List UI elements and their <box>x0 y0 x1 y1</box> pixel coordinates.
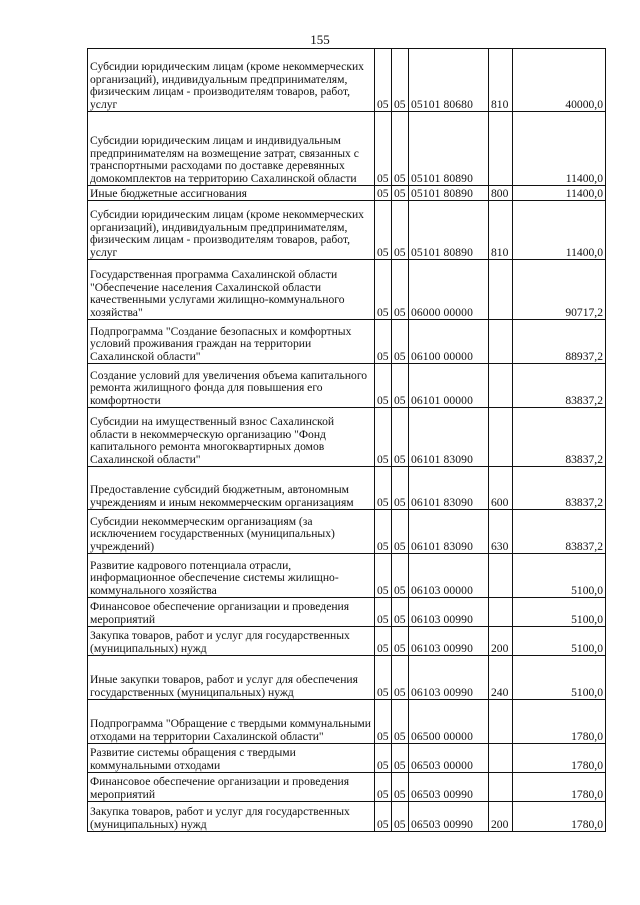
amount: 5100,0 <box>513 656 606 700</box>
amount: 1780,0 <box>513 802 606 832</box>
item-name: Субсидии на имущественный взнос Сахалинской области в некоммерческую организацию "Фонд капитального ремонта многоквартирных домов Сахалинской области" <box>88 408 375 467</box>
table-row <box>88 201 606 260</box>
budget-table <box>87 48 606 832</box>
target-article-code: 06101 83090 <box>409 510 489 554</box>
subsection-code: 05 <box>392 260 409 320</box>
target-article-code: 06000 00000 <box>409 260 489 320</box>
expense-type-code: 600 <box>489 467 513 510</box>
expense-type-code <box>489 700 513 744</box>
amount: 90717,2 <box>513 260 606 320</box>
section-code: 05 <box>375 802 392 832</box>
subsection-code: 05 <box>392 112 409 186</box>
section-code: 05 <box>375 260 392 320</box>
table-row <box>88 49 606 112</box>
expense-type-code <box>489 364 513 408</box>
target-article-code: 06503 00000 <box>409 744 489 773</box>
item-name: Подпрограмма "Создание безопасных и комфортных условий проживания граждан на территории Сахалинской области" <box>88 320 375 364</box>
section-code: 05 <box>375 700 392 744</box>
expense-type-code <box>489 408 513 467</box>
section-code: 05 <box>375 201 392 260</box>
subsection-code: 05 <box>392 627 409 656</box>
table-row <box>88 186 606 201</box>
section-code: 05 <box>375 510 392 554</box>
item-name: Иные бюджетные ассигнования <box>88 186 375 201</box>
subsection-code: 05 <box>392 320 409 364</box>
section-code: 05 <box>375 49 392 112</box>
amount: 1780,0 <box>513 773 606 802</box>
target-article-code: 06101 83090 <box>409 408 489 467</box>
table-row <box>88 364 606 408</box>
target-article-code: 06101 83090 <box>409 467 489 510</box>
amount: 11400,0 <box>513 201 606 260</box>
subsection-code: 05 <box>392 554 409 598</box>
section-code: 05 <box>375 408 392 467</box>
expense-type-code <box>489 320 513 364</box>
item-name: Субсидии некоммерческим организациям (за исключением государственных (муниципальных) учреждений) <box>88 510 375 554</box>
expense-type-code: 200 <box>489 802 513 832</box>
section-code: 05 <box>375 773 392 802</box>
amount: 5100,0 <box>513 627 606 656</box>
subsection-code: 05 <box>392 773 409 802</box>
section-code: 05 <box>375 364 392 408</box>
table-row <box>88 773 606 802</box>
table-row <box>88 744 606 773</box>
target-article-code: 06103 00000 <box>409 554 489 598</box>
target-article-code: 06103 00990 <box>409 656 489 700</box>
amount: 83837,2 <box>513 467 606 510</box>
item-name: Развитие системы обращения с твердыми коммунальными отходами <box>88 744 375 773</box>
page-number: 155 <box>310 32 330 47</box>
expense-type-code: 810 <box>489 49 513 112</box>
subsection-code: 05 <box>392 408 409 467</box>
item-name: Субсидии юридическим лицам (кроме некоммерческих организаций), индивидуальным предпринимателям, физическим лицам - производителям товаров, работ, услуг <box>88 201 375 260</box>
table-row <box>88 510 606 554</box>
table-row <box>88 656 606 700</box>
subsection-code: 05 <box>392 802 409 832</box>
item-name: Закупка товаров, работ и услуг для государственных (муниципальных) нужд <box>88 802 375 832</box>
expense-type-code <box>489 112 513 186</box>
table-row <box>88 260 606 320</box>
target-article-code: 06101 00000 <box>409 364 489 408</box>
amount: 1780,0 <box>513 700 606 744</box>
item-name: Создание условий для увеличения объема капитального ремонта жилищного фонда для повышения его комфортности <box>88 364 375 408</box>
amount: 11400,0 <box>513 186 606 201</box>
expense-type-code: 240 <box>489 656 513 700</box>
expense-type-code <box>489 744 513 773</box>
table-row <box>88 554 606 598</box>
table-row <box>88 627 606 656</box>
item-name: Иные закупки товаров, работ и услуг для обеспечения государственных (муниципальных) нужд <box>88 656 375 700</box>
subsection-code: 05 <box>392 744 409 773</box>
item-name: Субсидии юридическим лицам и индивидуальным предпринимателям на возмещение затрат, связанных с транспортными расходами по доставке деревянных домокомплектов на территорию Сахалинской области <box>88 112 375 186</box>
target-article-code: 06100 00000 <box>409 320 489 364</box>
section-code: 05 <box>375 627 392 656</box>
table-row <box>88 700 606 744</box>
target-article-code: 05101 80680 <box>409 49 489 112</box>
expense-type-code <box>489 598 513 627</box>
target-article-code: 06503 00990 <box>409 802 489 832</box>
section-code: 05 <box>375 320 392 364</box>
amount: 11400,0 <box>513 112 606 186</box>
subsection-code: 05 <box>392 467 409 510</box>
subsection-code: 05 <box>392 364 409 408</box>
amount: 1780,0 <box>513 744 606 773</box>
target-article-code: 05101 80890 <box>409 201 489 260</box>
section-code: 05 <box>375 598 392 627</box>
target-article-code: 06103 00990 <box>409 598 489 627</box>
subsection-code: 05 <box>392 186 409 201</box>
item-name: Закупка товаров, работ и услуг для государственных (муниципальных) нужд <box>88 627 375 656</box>
section-code: 05 <box>375 554 392 598</box>
expense-type-code: 810 <box>489 201 513 260</box>
amount: 83837,2 <box>513 408 606 467</box>
table-row <box>88 408 606 467</box>
amount: 83837,2 <box>513 364 606 408</box>
table-row <box>88 598 606 627</box>
subsection-code: 05 <box>392 700 409 744</box>
target-article-code: 06500 00000 <box>409 700 489 744</box>
target-article-code: 05101 80890 <box>409 186 489 201</box>
amount: 88937,2 <box>513 320 606 364</box>
section-code: 05 <box>375 112 392 186</box>
budget-table-body <box>88 49 606 832</box>
subsection-code: 05 <box>392 49 409 112</box>
section-code: 05 <box>375 467 392 510</box>
subsection-code: 05 <box>392 510 409 554</box>
expense-type-code <box>489 260 513 320</box>
section-code: 05 <box>375 186 392 201</box>
item-name: Предоставление субсидий бюджетным, автономным учреждениям и иным некоммерческим организациям <box>88 467 375 510</box>
item-name: Финансовое обеспечение организации и проведения мероприятий <box>88 773 375 802</box>
subsection-code: 05 <box>392 598 409 627</box>
section-code: 05 <box>375 656 392 700</box>
amount: 40000,0 <box>513 49 606 112</box>
expense-type-code <box>489 773 513 802</box>
table-row <box>88 467 606 510</box>
item-name: Государственная программа Сахалинской области "Обеспечение населения Сахалинской области качественными услугами жилищно-коммунального хозяйства" <box>88 260 375 320</box>
subsection-code: 05 <box>392 656 409 700</box>
table-row <box>88 320 606 364</box>
expense-type-code <box>489 554 513 598</box>
subsection-code: 05 <box>392 201 409 260</box>
table-row <box>88 112 606 186</box>
expense-type-code: 630 <box>489 510 513 554</box>
target-article-code: 06503 00990 <box>409 773 489 802</box>
expense-type-code: 200 <box>489 627 513 656</box>
amount: 5100,0 <box>513 598 606 627</box>
table-row <box>88 802 606 832</box>
expense-type-code: 800 <box>489 186 513 201</box>
item-name: Субсидии юридическим лицам (кроме некоммерческих организаций), индивидуальным предпринимателям, физическим лицам - производителям товаров, работ, услуг <box>88 49 375 112</box>
target-article-code: 05101 80890 <box>409 112 489 186</box>
amount: 5100,0 <box>513 554 606 598</box>
item-name: Подпрограмма "Обращение с твердыми коммунальными отходами на территории Сахалинской области" <box>88 700 375 744</box>
target-article-code: 06103 00990 <box>409 627 489 656</box>
section-code: 05 <box>375 744 392 773</box>
item-name: Финансовое обеспечение организации и проведения мероприятий <box>88 598 375 627</box>
item-name: Развитие кадрового потенциала отрасли, информационное обеспечение системы жилищно-коммунального хозяйства <box>88 554 375 598</box>
amount: 83837,2 <box>513 510 606 554</box>
